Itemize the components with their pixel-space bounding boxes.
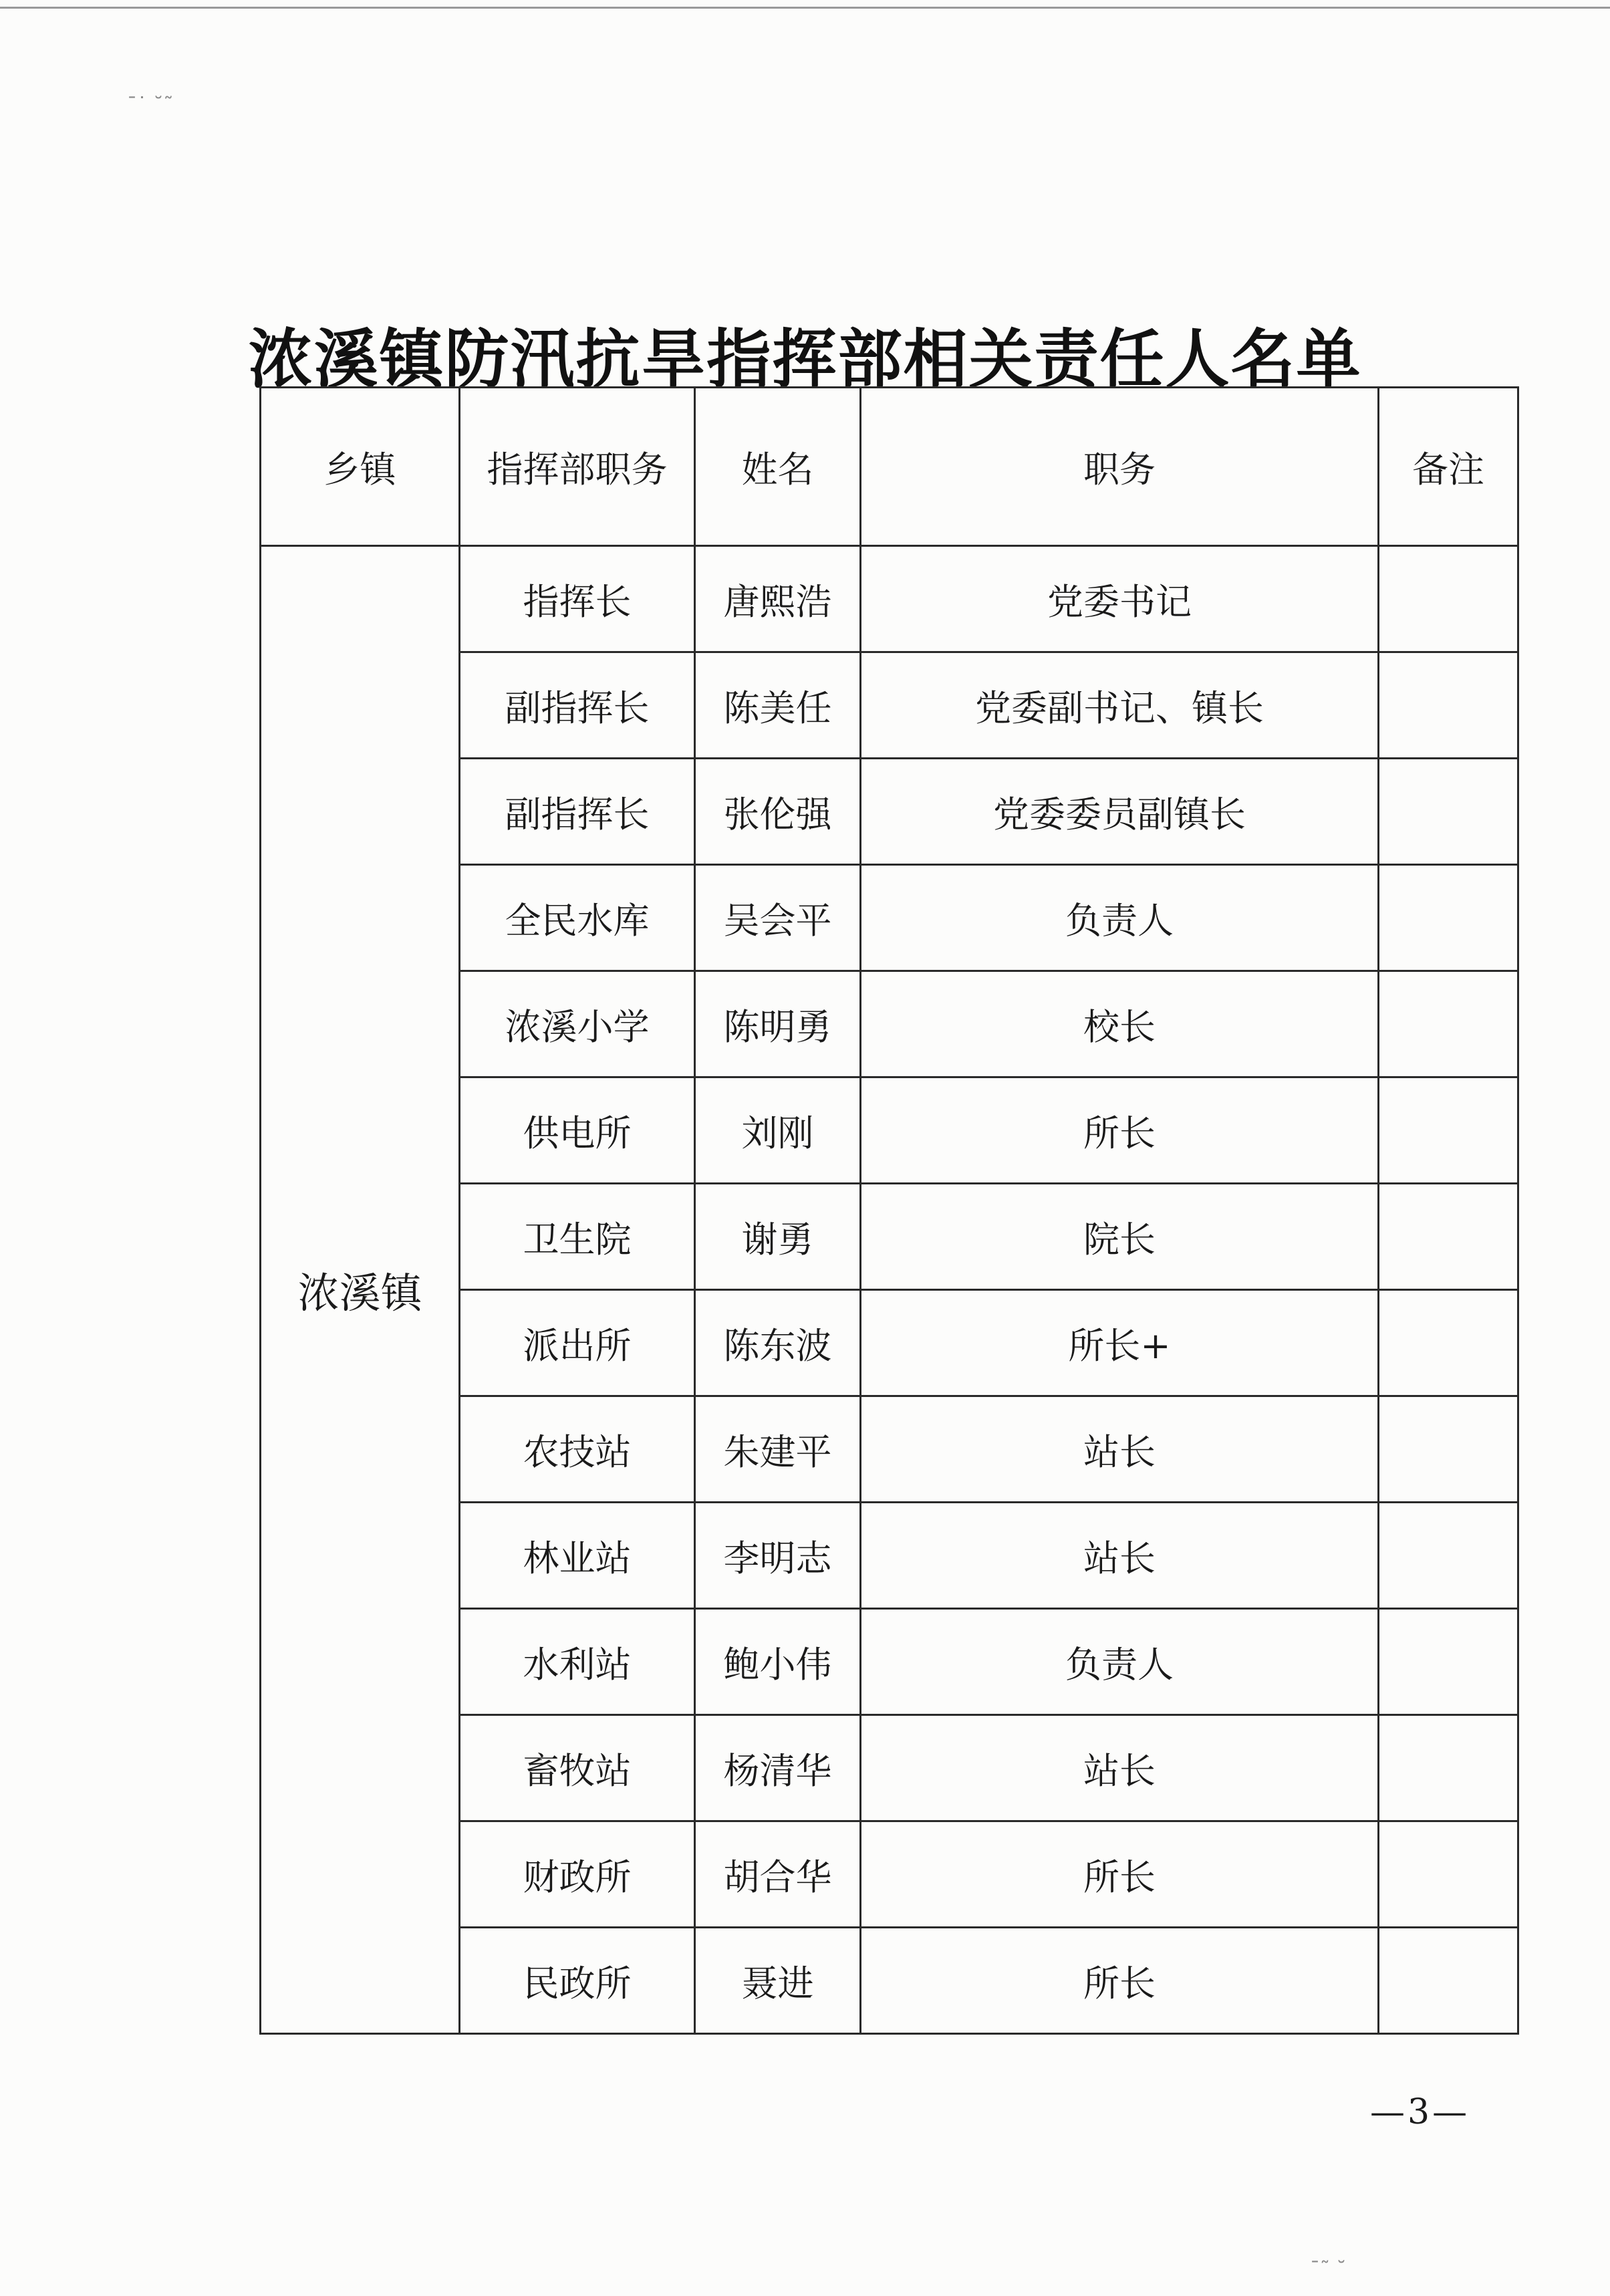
remark-cell bbox=[1379, 1928, 1518, 2034]
position-cell: 站长 bbox=[861, 1715, 1379, 1821]
name-cell: 陈美任 bbox=[695, 652, 861, 759]
name-cell: 张伦强 bbox=[695, 759, 861, 865]
remark-cell bbox=[1379, 1715, 1518, 1821]
hq-role-cell: 民政所 bbox=[460, 1928, 695, 2034]
name-cell: 朱建平 bbox=[695, 1396, 861, 1503]
hq-role-cell: 副指挥长 bbox=[460, 759, 695, 865]
remark-cell bbox=[1379, 865, 1518, 971]
header-position: 职务 bbox=[861, 388, 1379, 546]
name-cell: 鲍小伟 bbox=[695, 1609, 861, 1715]
scan-top-edge bbox=[0, 7, 1610, 9]
remark-cell bbox=[1379, 546, 1518, 652]
position-cell: 负责人 bbox=[861, 1609, 1379, 1715]
remark-cell bbox=[1379, 1396, 1518, 1503]
position-cell: 站长 bbox=[861, 1503, 1379, 1609]
hq-role-cell: 派出所 bbox=[460, 1290, 695, 1396]
position-cell: 所长 bbox=[861, 1821, 1379, 1928]
position-cell: 党委书记 bbox=[861, 546, 1379, 652]
remark-cell bbox=[1379, 1821, 1518, 1928]
township-cell: 浓溪镇 bbox=[261, 546, 460, 2034]
remark-cell bbox=[1379, 652, 1518, 759]
hq-role-cell: 林业站 bbox=[460, 1503, 695, 1609]
remark-cell bbox=[1379, 1609, 1518, 1715]
table-row bbox=[261, 546, 1518, 652]
position-cell: 院长 bbox=[861, 1184, 1379, 1290]
header-remark: 备注 bbox=[1379, 388, 1518, 546]
name-cell: 吴会平 bbox=[695, 865, 861, 971]
remark-cell bbox=[1379, 1290, 1518, 1396]
hq-role-cell: 卫生院 bbox=[460, 1184, 695, 1290]
scan-speck-mark: ˉ˙ ˘˜ bbox=[127, 94, 174, 117]
hq-role-cell: 浓溪小学 bbox=[460, 971, 695, 1077]
name-cell: 谢勇 bbox=[695, 1184, 861, 1290]
hq-role-cell: 指挥长 bbox=[460, 546, 695, 652]
remark-cell bbox=[1379, 1184, 1518, 1290]
position-cell: 校长 bbox=[861, 971, 1379, 1077]
name-cell: 胡合华 bbox=[695, 1821, 861, 1928]
remark-cell bbox=[1379, 1077, 1518, 1184]
hq-role-cell: 畜牧站 bbox=[460, 1715, 695, 1821]
name-cell: 陈东波 bbox=[695, 1290, 861, 1396]
page-number: —3— bbox=[1370, 2092, 1470, 2132]
hq-role-cell: 副指挥长 bbox=[460, 652, 695, 759]
name-cell: 杨清华 bbox=[695, 1715, 861, 1821]
position-cell: 所长 bbox=[861, 1928, 1379, 2034]
responsibility-roster-table bbox=[259, 386, 1519, 2035]
scan-speck-mark: ˉ˜ ˘ bbox=[1310, 2258, 1347, 2281]
hq-role-cell: 供电所 bbox=[460, 1077, 695, 1184]
name-cell: 刘刚 bbox=[695, 1077, 861, 1184]
position-cell: 所长 bbox=[861, 1077, 1379, 1184]
name-cell: 唐熙浩 bbox=[695, 546, 861, 652]
position-cell: 党委委员副镇长 bbox=[861, 759, 1379, 865]
position-cell: 站长 bbox=[861, 1396, 1379, 1503]
remark-cell bbox=[1379, 759, 1518, 865]
document-title: 浓溪镇防汛抗旱指挥部相关责任人名单 bbox=[248, 322, 1362, 397]
name-cell: 聂进 bbox=[695, 1928, 861, 2034]
header-township: 乡镇 bbox=[261, 388, 460, 546]
table-header-row bbox=[261, 388, 1518, 546]
name-cell: 陈明勇 bbox=[695, 971, 861, 1077]
name-cell: 李明志 bbox=[695, 1503, 861, 1609]
hq-role-cell: 水利站 bbox=[460, 1609, 695, 1715]
header-hq-role: 指挥部职务 bbox=[460, 388, 695, 546]
hq-role-cell: 财政所 bbox=[460, 1821, 695, 1928]
position-cell: 党委副书记、镇长 bbox=[861, 652, 1379, 759]
remark-cell bbox=[1379, 1503, 1518, 1609]
hq-role-cell: 全民水库 bbox=[460, 865, 695, 971]
position-cell: 所长+ bbox=[861, 1290, 1379, 1396]
remark-cell bbox=[1379, 971, 1518, 1077]
hq-role-cell: 农技站 bbox=[460, 1396, 695, 1503]
position-cell: 负责人 bbox=[861, 865, 1379, 971]
header-name: 姓名 bbox=[695, 388, 861, 546]
